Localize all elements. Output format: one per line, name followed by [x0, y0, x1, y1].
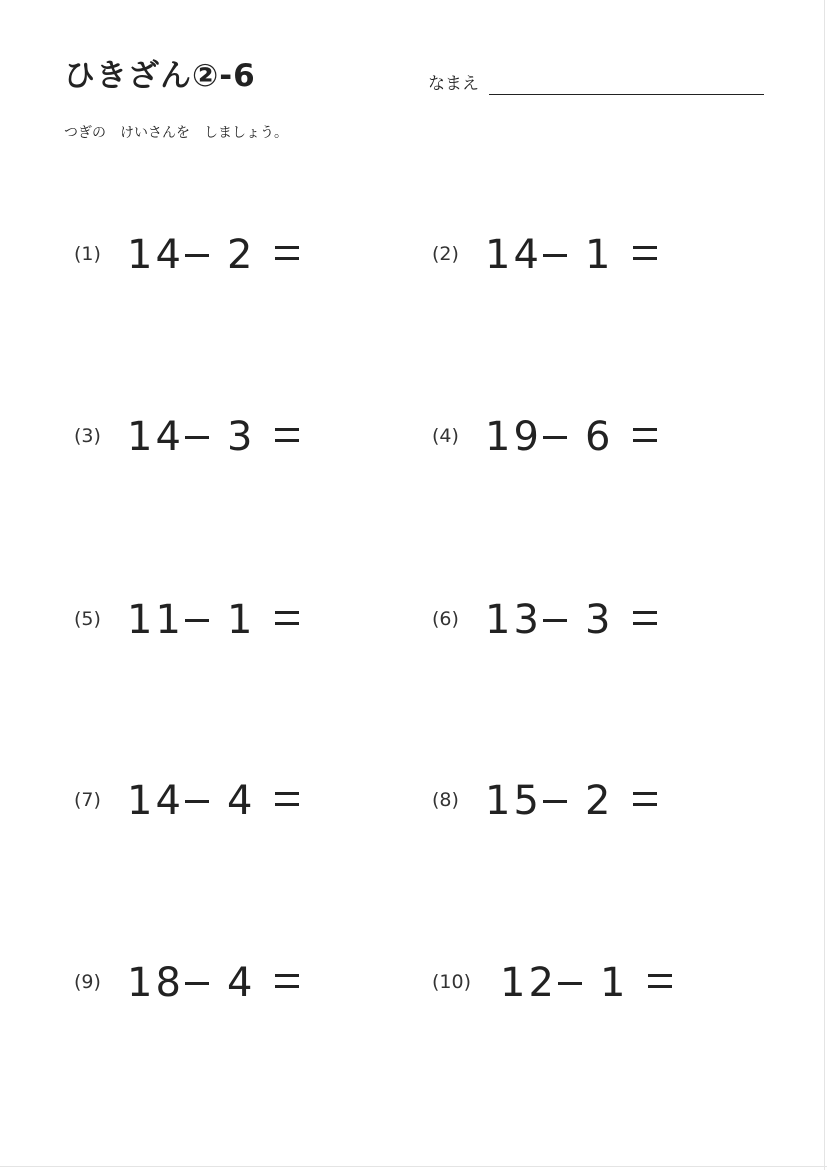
minuend: 12: [500, 960, 557, 1006]
subtrahend: 3: [227, 414, 253, 460]
subtrahend: 2: [585, 778, 611, 824]
problem-number: (5): [74, 608, 101, 630]
subtrahend: 2: [227, 232, 253, 278]
minuend: 14: [127, 778, 184, 824]
minuend: 14: [127, 414, 184, 460]
problem-5: [74, 595, 374, 645]
subtrahend: 1: [227, 597, 253, 643]
minuend: 13: [485, 597, 542, 643]
equals-sign: [275, 246, 299, 260]
problem-10: [432, 958, 752, 1008]
subtrahend: 4: [227, 778, 253, 824]
problem-number: (8): [432, 789, 459, 811]
problem-number: (2): [432, 243, 459, 265]
minuend: 14: [127, 232, 184, 278]
equals-sign: [633, 246, 657, 260]
problem-number: (9): [74, 971, 101, 993]
problem-6: [432, 595, 732, 645]
problem-4: [432, 412, 732, 462]
minuend: 14: [485, 232, 542, 278]
equals-sign: [275, 792, 299, 806]
equals-sign: [275, 974, 299, 988]
problem-2: [432, 230, 732, 280]
minuend: 18: [127, 960, 184, 1006]
minus-sign: [543, 254, 567, 257]
problem-7: [74, 776, 374, 826]
minus-sign: [185, 800, 209, 803]
minus-sign: [543, 800, 567, 803]
subtrahend: 1: [585, 232, 611, 278]
minuend: 11: [127, 597, 184, 643]
minuend: 19: [485, 414, 542, 460]
worksheet-title: ひきざん②-6: [64, 58, 256, 94]
equals-sign: [275, 611, 299, 625]
problem-number: (10): [432, 971, 472, 993]
problem-3: [74, 412, 374, 462]
problem-number: (1): [74, 243, 101, 265]
minus-sign: [543, 436, 567, 439]
name-write-line[interactable]: [489, 94, 764, 95]
equals-sign: [648, 974, 672, 988]
instruction-text: つぎの けいさんを しましょう。: [64, 125, 288, 141]
subtrahend: 3: [585, 597, 611, 643]
minus-sign: [558, 982, 582, 985]
equals-sign: [275, 428, 299, 442]
equals-sign: [633, 611, 657, 625]
minuend: 15: [485, 778, 542, 824]
problem-number: (6): [432, 608, 459, 630]
subtrahend: 4: [227, 960, 253, 1006]
page-edge-bottom: [0, 1166, 827, 1167]
problem-8: [432, 776, 732, 826]
page-edge-right: [824, 0, 825, 1170]
name-label: なまえ: [428, 74, 479, 94]
problem-number: (4): [432, 425, 459, 447]
minus-sign: [543, 619, 567, 622]
minus-sign: [185, 436, 209, 439]
equals-sign: [633, 428, 657, 442]
minus-sign: [185, 254, 209, 257]
subtrahend: 1: [600, 960, 626, 1006]
minus-sign: [185, 982, 209, 985]
problem-1: [74, 230, 374, 280]
subtrahend: 6: [585, 414, 611, 460]
problem-number: (7): [74, 789, 101, 811]
equals-sign: [633, 792, 657, 806]
problem-number: (3): [74, 425, 101, 447]
problem-9: [74, 958, 374, 1008]
minus-sign: [185, 619, 209, 622]
